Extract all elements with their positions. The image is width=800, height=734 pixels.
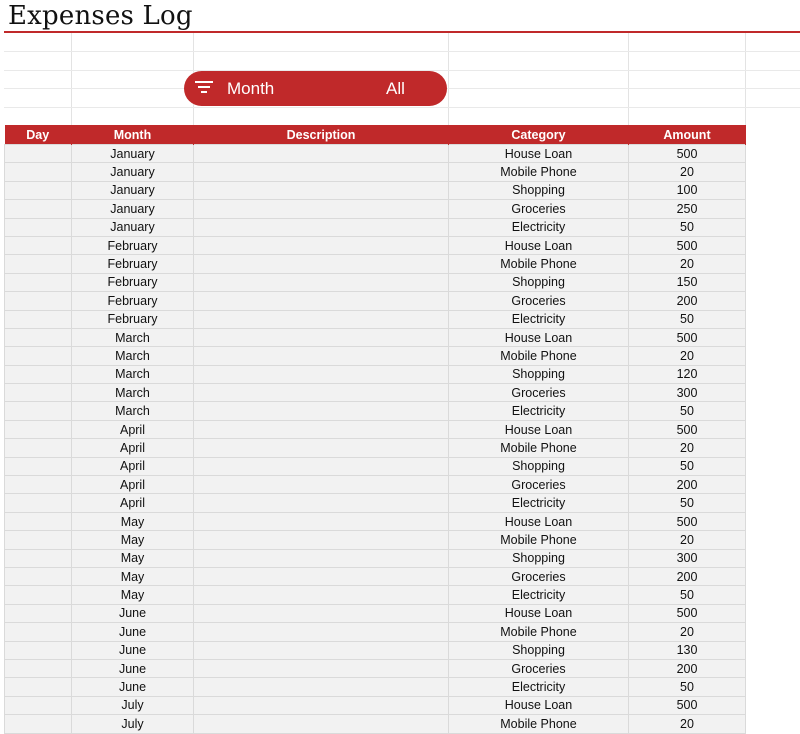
cell-month[interactable]: June bbox=[72, 659, 194, 677]
table-row bbox=[5, 402, 746, 420]
cell-month[interactable]: May bbox=[72, 531, 194, 549]
cell-description[interactable] bbox=[194, 328, 449, 346]
cell-day[interactable] bbox=[5, 292, 72, 310]
cell-month[interactable]: June bbox=[72, 678, 194, 696]
cell-amount[interactable]: 50 bbox=[629, 494, 746, 512]
header-amount[interactable]: Amount bbox=[629, 125, 746, 145]
cell-category[interactable]: House Loan bbox=[449, 512, 629, 530]
filter-label: Month bbox=[227, 79, 275, 98]
table-row bbox=[5, 586, 746, 604]
table-row bbox=[5, 236, 746, 254]
cell-description[interactable] bbox=[194, 549, 449, 567]
cell-category[interactable]: House Loan bbox=[449, 328, 629, 346]
cell-day[interactable] bbox=[5, 512, 72, 530]
cell-month[interactable]: February bbox=[72, 292, 194, 310]
cell-day[interactable] bbox=[5, 678, 72, 696]
table-row bbox=[5, 292, 746, 310]
cell-category[interactable]: Mobile Phone bbox=[449, 255, 629, 273]
cell-category[interactable]: House Loan bbox=[449, 696, 629, 714]
cell-amount[interactable]: 150 bbox=[629, 273, 746, 291]
cell-month[interactable]: February bbox=[72, 236, 194, 254]
cell-category[interactable]: Groceries bbox=[449, 476, 629, 494]
table-row bbox=[5, 604, 746, 622]
table-row bbox=[5, 494, 746, 512]
table-row bbox=[5, 255, 746, 273]
cell-month[interactable]: April bbox=[72, 494, 194, 512]
table-row bbox=[5, 365, 746, 383]
cell-amount[interactable]: 500 bbox=[629, 604, 746, 622]
cell-day[interactable] bbox=[5, 402, 72, 420]
cell-description[interactable] bbox=[194, 420, 449, 438]
cell-amount[interactable]: 20 bbox=[629, 163, 746, 181]
cell-description[interactable] bbox=[194, 365, 449, 383]
cell-description[interactable] bbox=[194, 218, 449, 236]
cell-description[interactable] bbox=[194, 494, 449, 512]
cell-category[interactable]: Electricity bbox=[449, 218, 629, 236]
table-row bbox=[5, 181, 746, 199]
cell-amount[interactable]: 120 bbox=[629, 365, 746, 383]
expenses-table bbox=[4, 125, 746, 734]
table-row bbox=[5, 384, 746, 402]
cell-category[interactable]: Groceries bbox=[449, 384, 629, 402]
cell-amount[interactable]: 200 bbox=[629, 567, 746, 585]
cell-description[interactable] bbox=[194, 678, 449, 696]
cell-month[interactable]: June bbox=[72, 604, 194, 622]
cell-day[interactable] bbox=[5, 586, 72, 604]
table-row bbox=[5, 145, 746, 163]
cell-amount[interactable]: 20 bbox=[629, 347, 746, 365]
empty-column-area bbox=[745, 125, 800, 724]
table-row bbox=[5, 273, 746, 291]
cell-month[interactable]: February bbox=[72, 310, 194, 328]
cell-month[interactable]: June bbox=[72, 641, 194, 659]
cell-month[interactable]: May bbox=[72, 567, 194, 585]
cell-day[interactable] bbox=[5, 200, 72, 218]
header-description[interactable]: Description bbox=[194, 125, 449, 145]
cell-month[interactable]: January bbox=[72, 145, 194, 163]
cell-description[interactable] bbox=[194, 310, 449, 328]
cell-category[interactable]: House Loan bbox=[449, 236, 629, 254]
cell-month[interactable]: March bbox=[72, 384, 194, 402]
cell-month[interactable]: April bbox=[72, 457, 194, 475]
cell-amount[interactable]: 500 bbox=[629, 420, 746, 438]
cell-month[interactable]: February bbox=[72, 255, 194, 273]
cell-amount[interactable]: 500 bbox=[629, 512, 746, 530]
cell-amount[interactable]: 20 bbox=[629, 531, 746, 549]
month-filter-button[interactable] bbox=[184, 71, 447, 106]
cell-category[interactable]: House Loan bbox=[449, 604, 629, 622]
cell-category[interactable]: Groceries bbox=[449, 567, 629, 585]
cell-month[interactable]: January bbox=[72, 163, 194, 181]
cell-day[interactable] bbox=[5, 604, 72, 622]
cell-category[interactable]: Shopping bbox=[449, 457, 629, 475]
cell-amount[interactable]: 50 bbox=[629, 457, 746, 475]
cell-day[interactable] bbox=[5, 439, 72, 457]
cell-category[interactable]: Shopping bbox=[449, 641, 629, 659]
table-row bbox=[5, 678, 746, 696]
cell-day[interactable] bbox=[5, 549, 72, 567]
cell-day[interactable] bbox=[5, 641, 72, 659]
cell-description[interactable] bbox=[194, 586, 449, 604]
cell-amount[interactable]: 130 bbox=[629, 641, 746, 659]
cell-day[interactable] bbox=[5, 365, 72, 383]
cell-description[interactable] bbox=[194, 273, 449, 291]
cell-month[interactable]: March bbox=[72, 347, 194, 365]
cell-category[interactable]: Electricity bbox=[449, 494, 629, 512]
cell-category[interactable]: House Loan bbox=[449, 145, 629, 163]
cell-amount[interactable]: 500 bbox=[629, 236, 746, 254]
table-row bbox=[5, 218, 746, 236]
cell-description[interactable] bbox=[194, 623, 449, 641]
cell-amount[interactable]: 300 bbox=[629, 549, 746, 567]
cell-description[interactable] bbox=[194, 145, 449, 163]
cell-day[interactable] bbox=[5, 696, 72, 714]
table-row bbox=[5, 457, 746, 475]
cell-month[interactable]: May bbox=[72, 549, 194, 567]
table-row bbox=[5, 328, 746, 346]
filter-icon bbox=[195, 81, 213, 95]
cell-category[interactable]: Groceries bbox=[449, 292, 629, 310]
cell-month[interactable]: February bbox=[72, 273, 194, 291]
table-row bbox=[5, 476, 746, 494]
cell-description[interactable] bbox=[194, 512, 449, 530]
cell-description[interactable] bbox=[194, 531, 449, 549]
cell-category[interactable]: Groceries bbox=[449, 200, 629, 218]
cell-description[interactable] bbox=[194, 200, 449, 218]
table-row bbox=[5, 659, 746, 677]
cell-amount[interactable]: 200 bbox=[629, 292, 746, 310]
cell-month[interactable]: May bbox=[72, 586, 194, 604]
table-row bbox=[5, 200, 746, 218]
cell-category[interactable]: Groceries bbox=[449, 659, 629, 677]
cell-month[interactable]: April bbox=[72, 476, 194, 494]
cell-description[interactable] bbox=[194, 402, 449, 420]
cell-amount[interactable]: 50 bbox=[629, 310, 746, 328]
cell-month[interactable]: June bbox=[72, 623, 194, 641]
cell-amount[interactable]: 50 bbox=[629, 218, 746, 236]
cell-description[interactable] bbox=[194, 457, 449, 475]
header-category[interactable]: Category bbox=[449, 125, 629, 145]
cell-category[interactable]: Mobile Phone bbox=[449, 163, 629, 181]
cell-category[interactable]: Electricity bbox=[449, 586, 629, 604]
table-row bbox=[5, 531, 746, 549]
cell-month[interactable]: July bbox=[72, 696, 194, 714]
cell-description[interactable] bbox=[194, 439, 449, 457]
cell-description[interactable] bbox=[194, 641, 449, 659]
cell-description[interactable] bbox=[194, 604, 449, 622]
cell-amount[interactable]: 300 bbox=[629, 384, 746, 402]
cell-day[interactable] bbox=[5, 567, 72, 585]
cell-category[interactable]: Shopping bbox=[449, 273, 629, 291]
cell-day[interactable] bbox=[5, 273, 72, 291]
header-month[interactable]: Month bbox=[72, 125, 194, 145]
cell-day[interactable] bbox=[5, 328, 72, 346]
header-day[interactable]: Day bbox=[5, 125, 72, 145]
cell-amount[interactable]: 500 bbox=[629, 328, 746, 346]
cell-day[interactable] bbox=[5, 236, 72, 254]
cell-description[interactable] bbox=[194, 476, 449, 494]
cell-day[interactable] bbox=[5, 218, 72, 236]
cell-day[interactable] bbox=[5, 145, 72, 163]
table-row bbox=[5, 310, 746, 328]
cell-day[interactable] bbox=[5, 531, 72, 549]
cell-description[interactable] bbox=[194, 384, 449, 402]
filter-value: All bbox=[386, 79, 405, 98]
cell-amount[interactable]: 500 bbox=[629, 696, 746, 714]
table-row bbox=[5, 549, 746, 567]
cell-category[interactable]: Electricity bbox=[449, 402, 629, 420]
cell-month[interactable]: March bbox=[72, 365, 194, 383]
cell-day[interactable] bbox=[5, 494, 72, 512]
cell-day[interactable] bbox=[5, 659, 72, 677]
cell-category[interactable]: Mobile Phone bbox=[449, 439, 629, 457]
table-row bbox=[5, 439, 746, 457]
cell-description[interactable] bbox=[194, 236, 449, 254]
cell-day[interactable] bbox=[5, 255, 72, 273]
cell-amount[interactable]: 20 bbox=[629, 255, 746, 273]
cell-description[interactable] bbox=[194, 696, 449, 714]
cell-month[interactable]: April bbox=[72, 420, 194, 438]
cell-month[interactable]: March bbox=[72, 402, 194, 420]
cell-category[interactable]: Mobile Phone bbox=[449, 347, 629, 365]
cell-description[interactable] bbox=[194, 255, 449, 273]
cell-amount[interactable]: 20 bbox=[629, 439, 746, 457]
cell-month[interactable]: March bbox=[72, 328, 194, 346]
cell-category[interactable]: Shopping bbox=[449, 181, 629, 199]
cell-day[interactable] bbox=[5, 384, 72, 402]
table-row bbox=[5, 567, 746, 585]
cell-month[interactable]: April bbox=[72, 439, 194, 457]
cell-description[interactable] bbox=[194, 292, 449, 310]
cell-description[interactable] bbox=[194, 567, 449, 585]
table-row bbox=[5, 420, 746, 438]
cell-category[interactable]: Mobile Phone bbox=[449, 715, 629, 733]
cell-category[interactable]: Shopping bbox=[449, 549, 629, 567]
cell-amount[interactable]: 50 bbox=[629, 678, 746, 696]
cell-category[interactable]: Mobile Phone bbox=[449, 623, 629, 641]
table-row bbox=[5, 347, 746, 365]
cell-description[interactable] bbox=[194, 181, 449, 199]
table-header-row bbox=[5, 125, 746, 145]
cell-day[interactable] bbox=[5, 347, 72, 365]
cell-amount[interactable]: 20 bbox=[629, 715, 746, 733]
cell-amount[interactable]: 20 bbox=[629, 623, 746, 641]
cell-day[interactable] bbox=[5, 623, 72, 641]
cell-amount[interactable]: 500 bbox=[629, 145, 746, 163]
cell-amount[interactable]: 200 bbox=[629, 659, 746, 677]
cell-description[interactable] bbox=[194, 163, 449, 181]
page-title: Expenses Log bbox=[8, 1, 193, 31]
cell-month[interactable]: January bbox=[72, 181, 194, 199]
cell-category[interactable]: Mobile Phone bbox=[449, 531, 629, 549]
cell-amount[interactable]: 100 bbox=[629, 181, 746, 199]
table-row bbox=[5, 163, 746, 181]
cell-amount[interactable]: 250 bbox=[629, 200, 746, 218]
cell-amount[interactable]: 200 bbox=[629, 476, 746, 494]
cell-month[interactable]: January bbox=[72, 200, 194, 218]
cell-day[interactable] bbox=[5, 457, 72, 475]
cell-day[interactable] bbox=[5, 181, 72, 199]
cell-amount[interactable]: 50 bbox=[629, 402, 746, 420]
cell-amount[interactable]: 50 bbox=[629, 586, 746, 604]
table-row bbox=[5, 623, 746, 641]
cell-day[interactable] bbox=[5, 420, 72, 438]
cell-day[interactable] bbox=[5, 310, 72, 328]
cell-day[interactable] bbox=[5, 163, 72, 181]
cell-category[interactable]: Electricity bbox=[449, 678, 629, 696]
cell-month[interactable]: January bbox=[72, 218, 194, 236]
table-row bbox=[5, 641, 746, 659]
cell-description[interactable] bbox=[194, 659, 449, 677]
table-row bbox=[5, 696, 746, 714]
cell-category[interactable]: House Loan bbox=[449, 420, 629, 438]
cell-description[interactable] bbox=[194, 347, 449, 365]
table-row bbox=[5, 512, 746, 530]
cell-category[interactable]: Electricity bbox=[449, 310, 629, 328]
cell-day[interactable] bbox=[5, 476, 72, 494]
cell-month[interactable]: July bbox=[72, 715, 194, 733]
cell-month[interactable]: May bbox=[72, 512, 194, 530]
cell-category[interactable]: Shopping bbox=[449, 365, 629, 383]
